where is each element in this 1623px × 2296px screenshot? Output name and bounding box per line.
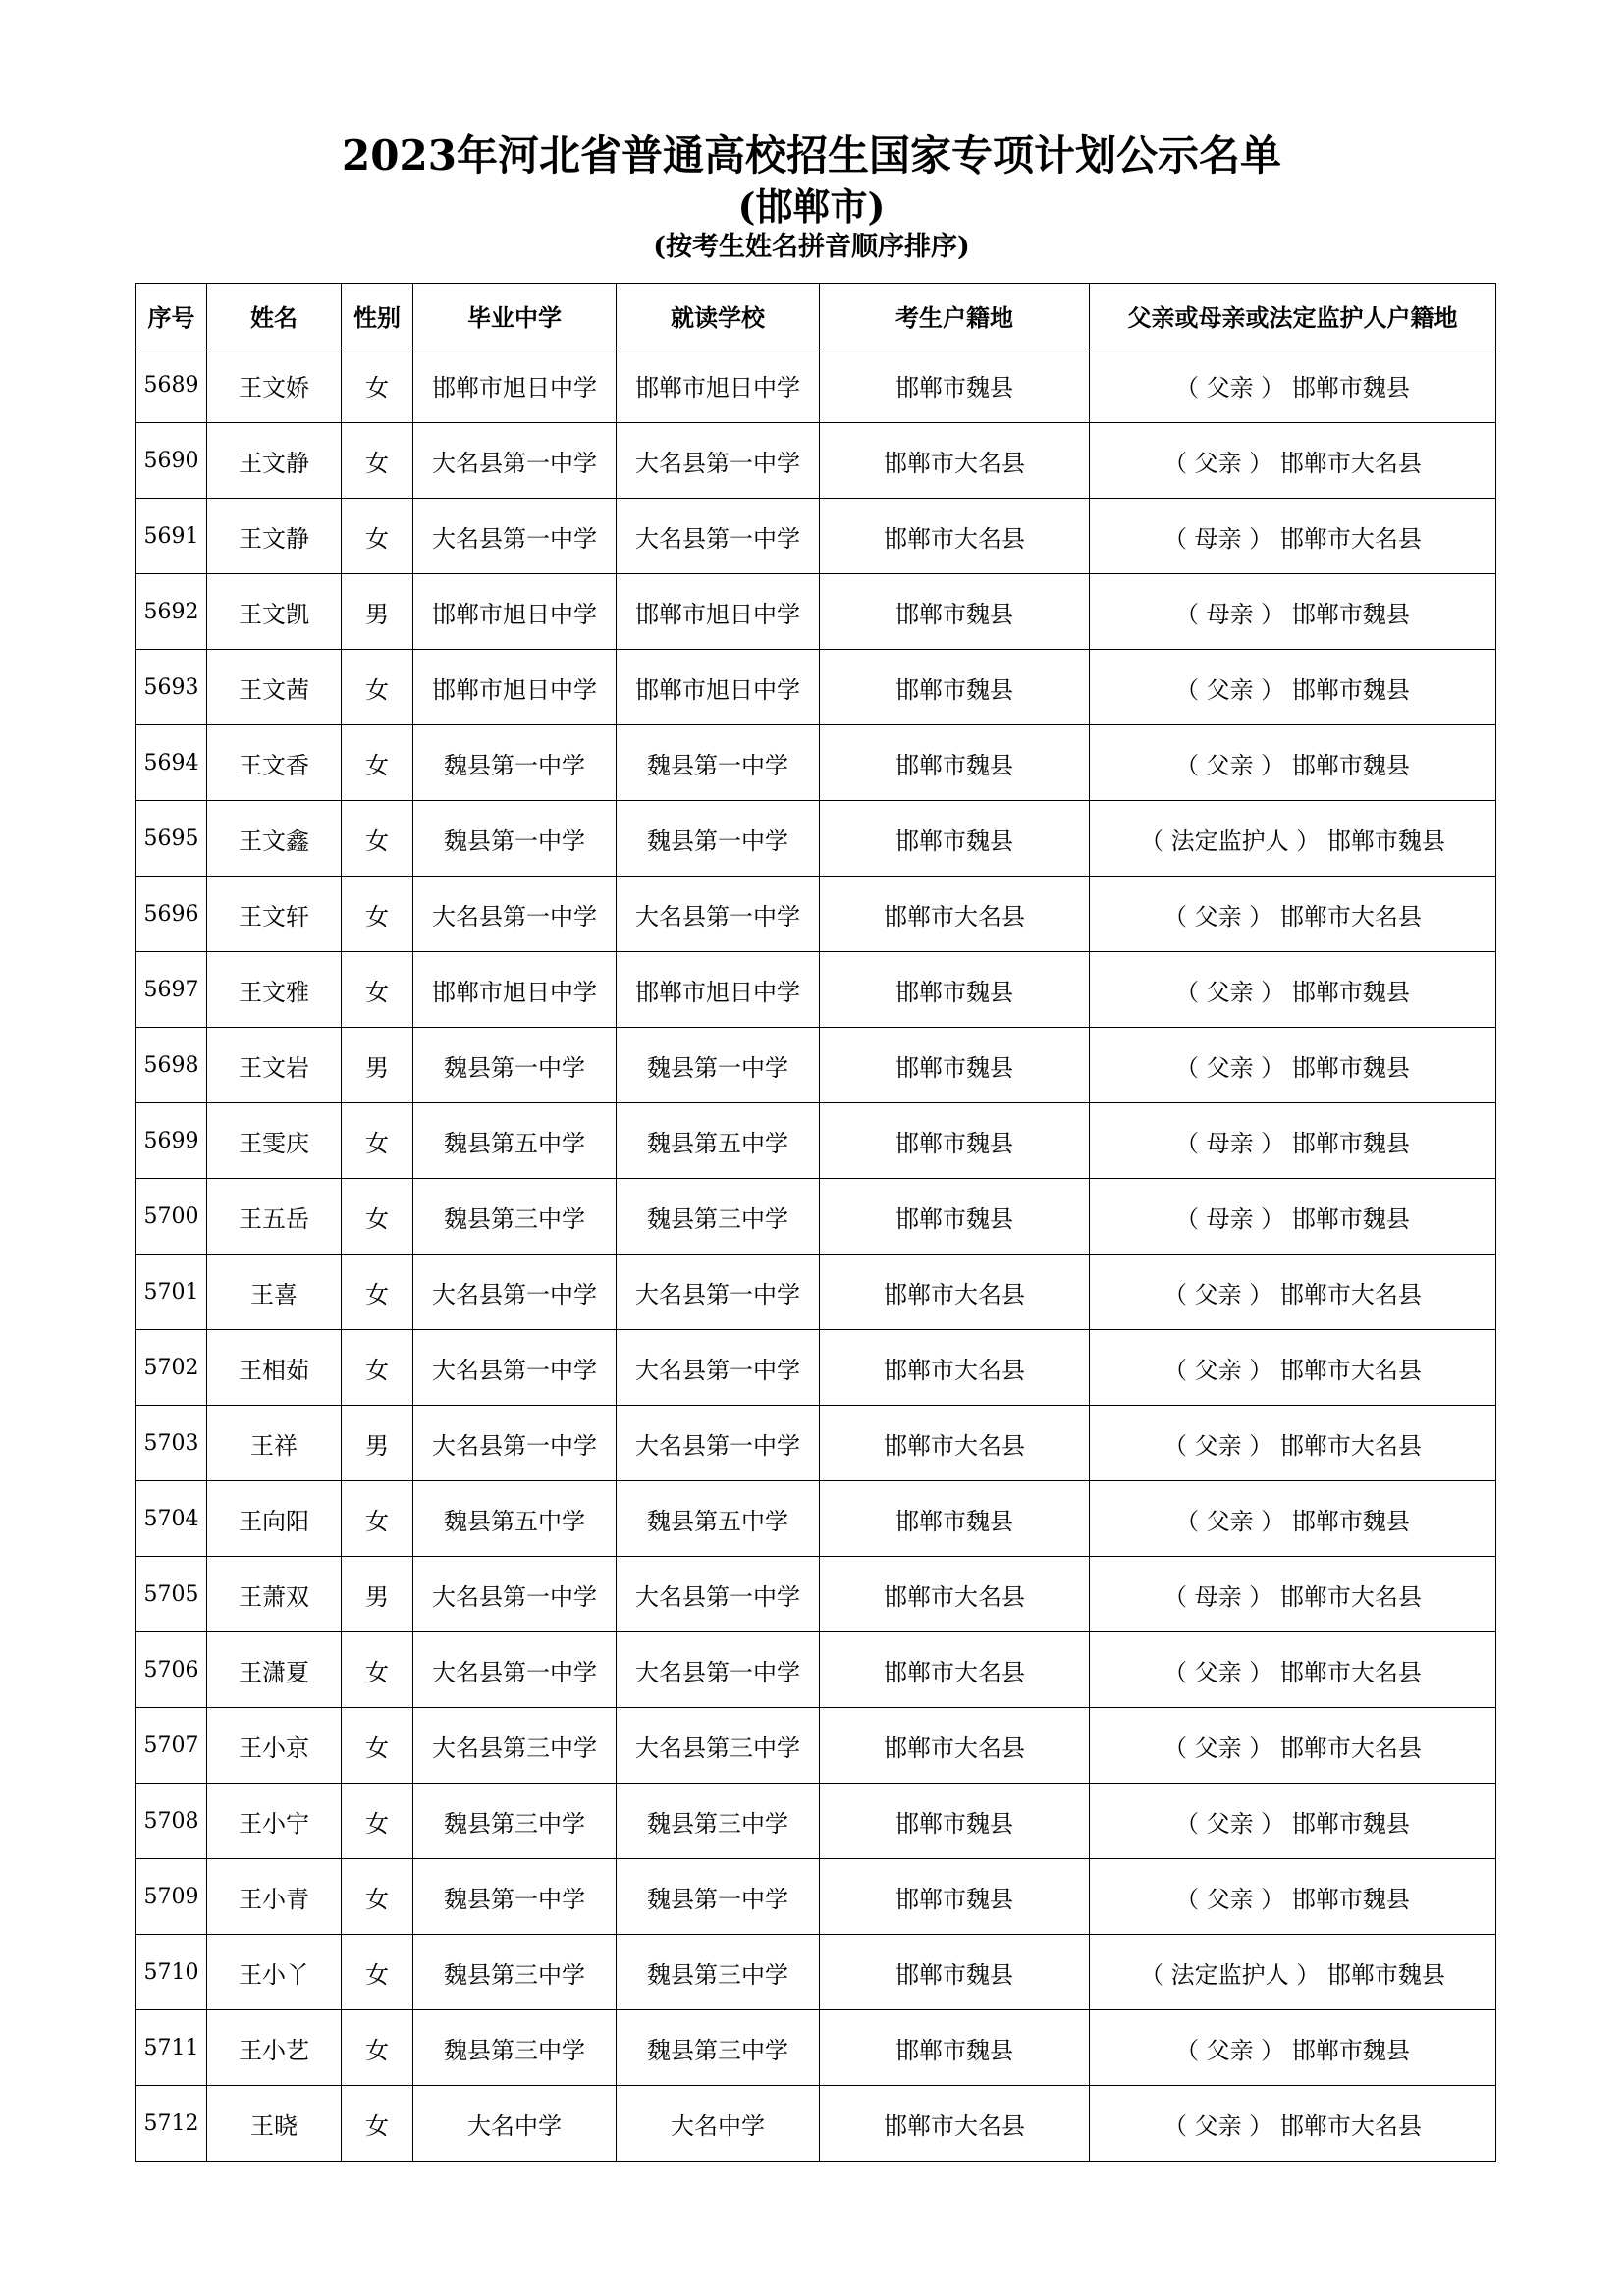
cell-hukou: 邯郸市魏县: [820, 347, 1090, 423]
cell-grad-school: 魏县第一中学: [413, 725, 617, 801]
cell-guardian-hukou: （ 父亲 ） 邯郸市大名县: [1090, 1632, 1496, 1708]
cell-hukou: 邯郸市魏县: [820, 1935, 1090, 2010]
table-row: [136, 877, 1496, 952]
table-row: [136, 650, 1496, 725]
cell-guardian-hukou: （ 父亲 ） 邯郸市大名县: [1090, 877, 1496, 952]
cell-grad-school: 大名县第一中学: [413, 1406, 617, 1481]
cell-hukou: 邯郸市魏县: [820, 1859, 1090, 1935]
table-row: [136, 1255, 1496, 1330]
cell-seq: 5707: [136, 1708, 207, 1784]
cell-seq: 5690: [136, 423, 207, 499]
cell-current-school: 邯郸市旭日中学: [617, 952, 820, 1028]
cell-name: 王雯庆: [207, 1103, 342, 1179]
cell-guardian-hukou: （ 法定监护人 ） 邯郸市魏县: [1090, 1935, 1496, 2010]
cell-current-school: 魏县第一中学: [617, 1028, 820, 1103]
cell-current-school: 大名县第一中学: [617, 1330, 820, 1406]
cell-name: 王文静: [207, 499, 342, 574]
cell-guardian-hukou: （ 母亲 ） 邯郸市大名县: [1090, 1557, 1496, 1632]
cell-current-school: 魏县第一中学: [617, 725, 820, 801]
header-guardian-hukou: 父亲或母亲或法定监护人户籍地: [1090, 284, 1496, 347]
cell-current-school: 魏县第三中学: [617, 1179, 820, 1255]
cell-gender: 女: [342, 1935, 413, 2010]
cell-grad-school: 魏县第五中学: [413, 1481, 617, 1557]
cell-seq: 5702: [136, 1330, 207, 1406]
cell-current-school: 大名县第一中学: [617, 423, 820, 499]
cell-name: 王小丫: [207, 1935, 342, 2010]
cell-current-school: 大名县第一中学: [617, 877, 820, 952]
cell-hukou: 邯郸市大名县: [820, 423, 1090, 499]
cell-grad-school: 大名县第三中学: [413, 1708, 617, 1784]
document-sort-note: (按考生姓名拼音顺序排序): [653, 232, 970, 262]
cell-gender: 女: [342, 1255, 413, 1330]
cell-current-school: 大名县第一中学: [617, 499, 820, 574]
cell-hukou: 邯郸市魏县: [820, 1784, 1090, 1859]
cell-hukou: 邯郸市大名县: [820, 1557, 1090, 1632]
table-row: [136, 347, 1496, 423]
cell-seq: 5710: [136, 1935, 207, 2010]
cell-grad-school: 大名县第一中学: [413, 1632, 617, 1708]
cell-gender: 女: [342, 725, 413, 801]
table-row: [136, 1632, 1496, 1708]
cell-name: 王文茜: [207, 650, 342, 725]
cell-name: 王文轩: [207, 877, 342, 952]
cell-seq: 5692: [136, 574, 207, 650]
cell-gender: 女: [342, 1481, 413, 1557]
cell-gender: 女: [342, 2010, 413, 2086]
cell-hukou: 邯郸市大名县: [820, 1330, 1090, 1406]
header-current-school: 就读学校: [617, 284, 820, 347]
cell-gender: 女: [342, 347, 413, 423]
cell-grad-school: 大名县第一中学: [413, 1557, 617, 1632]
cell-current-school: 魏县第三中学: [617, 1784, 820, 1859]
cell-name: 王文娇: [207, 347, 342, 423]
table-row: [136, 1859, 1496, 1935]
cell-grad-school: 魏县第一中学: [413, 801, 617, 877]
cell-name: 王向阳: [207, 1481, 342, 1557]
cell-gender: 女: [342, 650, 413, 725]
cell-name: 王晓: [207, 2086, 342, 2162]
cell-hukou: 邯郸市魏县: [820, 1179, 1090, 1255]
table-header: [136, 284, 1496, 347]
table-body: [136, 347, 1496, 2162]
table-row: [136, 725, 1496, 801]
cell-grad-school: 魏县第一中学: [413, 1028, 617, 1103]
cell-hukou: 邯郸市魏县: [820, 650, 1090, 725]
cell-guardian-hukou: （ 父亲 ） 邯郸市大名县: [1090, 2086, 1496, 2162]
cell-hukou: 邯郸市魏县: [820, 1481, 1090, 1557]
table-row: [136, 952, 1496, 1028]
cell-name: 王小青: [207, 1859, 342, 1935]
cell-current-school: 魏县第五中学: [617, 1481, 820, 1557]
cell-hukou: 邯郸市魏县: [820, 952, 1090, 1028]
cell-name: 王文凯: [207, 574, 342, 650]
cell-name: 王喜: [207, 1255, 342, 1330]
table-row: [136, 574, 1496, 650]
cell-guardian-hukou: （ 父亲 ） 邯郸市大名县: [1090, 1708, 1496, 1784]
cell-seq: 5709: [136, 1859, 207, 1935]
cell-gender: 女: [342, 1784, 413, 1859]
cell-grad-school: 邯郸市旭日中学: [413, 952, 617, 1028]
cell-gender: 女: [342, 952, 413, 1028]
cell-guardian-hukou: （ 父亲 ） 邯郸市大名县: [1090, 1255, 1496, 1330]
cell-grad-school: 大名县第一中学: [413, 1255, 617, 1330]
cell-guardian-hukou: （ 父亲 ） 邯郸市魏县: [1090, 650, 1496, 725]
cell-hukou: 邯郸市魏县: [820, 2010, 1090, 2086]
cell-current-school: 大名县第三中学: [617, 1708, 820, 1784]
table-row: [136, 2010, 1496, 2086]
cell-gender: 男: [342, 1028, 413, 1103]
cell-seq: 5695: [136, 801, 207, 877]
cell-hukou: 邯郸市大名县: [820, 2086, 1090, 2162]
cell-seq: 5699: [136, 1103, 207, 1179]
table-row: [136, 423, 1496, 499]
cell-current-school: 魏县第一中学: [617, 1859, 820, 1935]
cell-current-school: 大名县第一中学: [617, 1557, 820, 1632]
cell-seq: 5697: [136, 952, 207, 1028]
cell-seq: 5704: [136, 1481, 207, 1557]
cell-seq: 5693: [136, 650, 207, 725]
cell-gender: 女: [342, 1859, 413, 1935]
cell-hukou: 邯郸市大名县: [820, 1632, 1090, 1708]
cell-guardian-hukou: （ 母亲 ） 邯郸市魏县: [1090, 1179, 1496, 1255]
cell-gender: 女: [342, 801, 413, 877]
cell-seq: 5689: [136, 347, 207, 423]
table-row: [136, 1330, 1496, 1406]
cell-seq: 5701: [136, 1255, 207, 1330]
cell-hukou: 邯郸市魏县: [820, 725, 1090, 801]
cell-seq: 5691: [136, 499, 207, 574]
cell-name: 王萧双: [207, 1557, 342, 1632]
cell-current-school: 大名县第一中学: [617, 1632, 820, 1708]
table-row: [136, 1557, 1496, 1632]
cell-name: 王潇夏: [207, 1632, 342, 1708]
cell-guardian-hukou: （ 父亲 ） 邯郸市大名县: [1090, 1330, 1496, 1406]
cell-current-school: 大名中学: [617, 2086, 820, 2162]
table-row: [136, 1481, 1496, 1557]
cell-current-school: 魏县第五中学: [617, 1103, 820, 1179]
cell-gender: 女: [342, 1632, 413, 1708]
cell-grad-school: 邯郸市旭日中学: [413, 650, 617, 725]
cell-current-school: 邯郸市旭日中学: [617, 574, 820, 650]
cell-seq: 5700: [136, 1179, 207, 1255]
table-row: [136, 1406, 1496, 1481]
cell-grad-school: 魏县第三中学: [413, 1935, 617, 2010]
cell-name: 王文香: [207, 725, 342, 801]
cell-guardian-hukou: （ 父亲 ） 邯郸市大名县: [1090, 423, 1496, 499]
cell-gender: 女: [342, 423, 413, 499]
cell-name: 王相茹: [207, 1330, 342, 1406]
cell-gender: 女: [342, 877, 413, 952]
cell-hukou: 邯郸市魏县: [820, 574, 1090, 650]
cell-guardian-hukou: （ 父亲 ） 邯郸市魏县: [1090, 725, 1496, 801]
cell-guardian-hukou: （ 父亲 ） 邯郸市魏县: [1090, 347, 1496, 423]
cell-guardian-hukou: （ 母亲 ） 邯郸市大名县: [1090, 499, 1496, 574]
cell-guardian-hukou: （ 父亲 ） 邯郸市魏县: [1090, 1784, 1496, 1859]
cell-hukou: 邯郸市魏县: [820, 801, 1090, 877]
cell-grad-school: 大名县第一中学: [413, 1330, 617, 1406]
table-row: [136, 1935, 1496, 2010]
cell-seq: 5703: [136, 1406, 207, 1481]
cell-hukou: 邯郸市大名县: [820, 1406, 1090, 1481]
header-grad-school: 毕业中学: [413, 284, 617, 347]
cell-current-school: 大名县第一中学: [617, 1406, 820, 1481]
cell-grad-school: 魏县第三中学: [413, 1784, 617, 1859]
cell-name: 王祥: [207, 1406, 342, 1481]
cell-gender: 女: [342, 1708, 413, 1784]
cell-gender: 女: [342, 1330, 413, 1406]
cell-grad-school: 魏县第一中学: [413, 1859, 617, 1935]
cell-name: 王五岳: [207, 1179, 342, 1255]
cell-guardian-hukou: （ 父亲 ） 邯郸市魏县: [1090, 2010, 1496, 2086]
cell-name: 王小宁: [207, 1784, 342, 1859]
header-hukou: 考生户籍地: [820, 284, 1090, 347]
cell-hukou: 邯郸市魏县: [820, 1103, 1090, 1179]
cell-grad-school: 魏县第三中学: [413, 1179, 617, 1255]
cell-gender: 女: [342, 499, 413, 574]
cell-guardian-hukou: （ 父亲 ） 邯郸市大名县: [1090, 1406, 1496, 1481]
table-row: [136, 1179, 1496, 1255]
cell-hukou: 邯郸市大名县: [820, 1255, 1090, 1330]
cell-guardian-hukou: （ 父亲 ） 邯郸市魏县: [1090, 1028, 1496, 1103]
cell-gender: 男: [342, 1557, 413, 1632]
cell-current-school: 魏县第三中学: [617, 2010, 820, 2086]
cell-grad-school: 大名中学: [413, 2086, 617, 2162]
cell-current-school: 大名县第一中学: [617, 1255, 820, 1330]
cell-seq: 5708: [136, 1784, 207, 1859]
cell-seq: 5706: [136, 1632, 207, 1708]
cell-current-school: 魏县第三中学: [617, 1935, 820, 2010]
cell-hukou: 邯郸市大名县: [820, 877, 1090, 952]
table-row: [136, 1784, 1496, 1859]
cell-current-school: 邯郸市旭日中学: [617, 650, 820, 725]
cell-grad-school: 邯郸市旭日中学: [413, 574, 617, 650]
table-row: [136, 1028, 1496, 1103]
cell-gender: 女: [342, 1179, 413, 1255]
cell-guardian-hukou: （ 父亲 ） 邯郸市魏县: [1090, 1481, 1496, 1557]
cell-gender: 女: [342, 1103, 413, 1179]
header-name: 姓名: [207, 284, 342, 347]
table-row: [136, 801, 1496, 877]
cell-seq: 5696: [136, 877, 207, 952]
cell-gender: 男: [342, 574, 413, 650]
cell-guardian-hukou: （ 母亲 ） 邯郸市魏县: [1090, 1103, 1496, 1179]
document-title: 2023年河北省普通高校招生国家专项计划公示名单: [342, 132, 1281, 180]
header-seq: 序号: [136, 284, 207, 347]
header-row: [136, 284, 1496, 347]
cell-grad-school: 邯郸市旭日中学: [413, 347, 617, 423]
cell-grad-school: 魏县第三中学: [413, 2010, 617, 2086]
cell-hukou: 邯郸市大名县: [820, 499, 1090, 574]
cell-seq: 5712: [136, 2086, 207, 2162]
cell-name: 王小艺: [207, 2010, 342, 2086]
cell-guardian-hukou: （ 母亲 ） 邯郸市魏县: [1090, 574, 1496, 650]
table-row: [136, 2086, 1496, 2162]
cell-grad-school: 大名县第一中学: [413, 423, 617, 499]
cell-current-school: 邯郸市旭日中学: [617, 347, 820, 423]
cell-name: 王文岩: [207, 1028, 342, 1103]
cell-seq: 5711: [136, 2010, 207, 2086]
cell-name: 王文静: [207, 423, 342, 499]
cell-seq: 5694: [136, 725, 207, 801]
cell-gender: 男: [342, 1406, 413, 1481]
cell-grad-school: 大名县第一中学: [413, 877, 617, 952]
cell-name: 王文鑫: [207, 801, 342, 877]
cell-seq: 5705: [136, 1557, 207, 1632]
table-row: [136, 1103, 1496, 1179]
cell-gender: 女: [342, 2086, 413, 2162]
table-row: [136, 1708, 1496, 1784]
cell-guardian-hukou: （ 法定监护人 ） 邯郸市魏县: [1090, 801, 1496, 877]
cell-guardian-hukou: （ 父亲 ） 邯郸市魏县: [1090, 952, 1496, 1028]
document-city: (邯郸市): [737, 185, 886, 229]
cell-name: 王文雅: [207, 952, 342, 1028]
roster-table: [135, 283, 1496, 2162]
table-row: [136, 499, 1496, 574]
header-gender: 性别: [342, 284, 413, 347]
cell-hukou: 邯郸市大名县: [820, 1708, 1090, 1784]
cell-grad-school: 大名县第一中学: [413, 499, 617, 574]
cell-hukou: 邯郸市魏县: [820, 1028, 1090, 1103]
cell-guardian-hukou: （ 父亲 ） 邯郸市魏县: [1090, 1859, 1496, 1935]
cell-grad-school: 魏县第五中学: [413, 1103, 617, 1179]
cell-current-school: 魏县第一中学: [617, 801, 820, 877]
cell-seq: 5698: [136, 1028, 207, 1103]
cell-name: 王小京: [207, 1708, 342, 1784]
